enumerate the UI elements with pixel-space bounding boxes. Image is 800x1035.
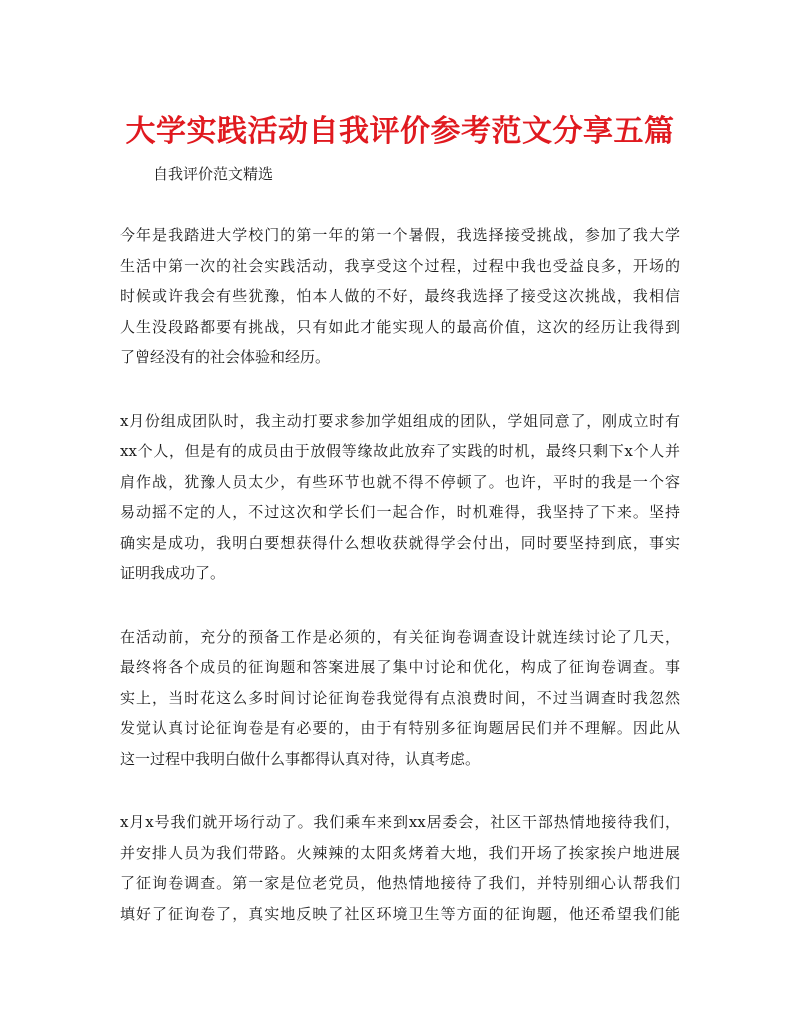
text-line: 实上，当时花这么多时间讨论征询卷我觉得有点浪费时间，不过当调查时我忽然 <box>120 688 680 707</box>
paragraph-1 <box>120 220 680 373</box>
text-line: x月x号我们就开场行动了。我们乘车来到xx居委会，社区干部热情地接待我们， <box>120 813 680 831</box>
paragraph-3 <box>120 622 680 775</box>
text-line: 确实是成功，我明白要想获得什么想收获就得学会付出，同时要坚持到底，事实 <box>120 533 680 552</box>
text-line: 今年是我踏进大学校门的第一年的第一个暑假，我选择接受挑战，参加了我大学 <box>120 226 680 244</box>
text-line: 了征询卷调查。第一家是位老党员，他热情地接待了我们，并特别细心认帮我们 <box>120 874 680 892</box>
text-line: x月份组成团队时，我主动打要求参加学姐组成的团队，学姐同意了，刚成立时有 <box>120 411 680 430</box>
text-line: 最终将各个成员的征询题和答案进展了集中讨论和优化，构成了征询卷调查。事 <box>120 658 680 676</box>
text-line: 人生没段路都要有挑战，只有如此才能实现人的最高价值，这次的经历让我得到 <box>120 317 680 336</box>
text-line: 在活动前，充分的预备工作是必须的，有关征询卷调查设计就连续讨论了几天， <box>120 627 680 646</box>
text-line: 时候或许我会有些犹豫，怕本人做的不好，最终我选择了接受这次挑战，我相信 <box>120 287 680 305</box>
text-line: 肩作战，犹豫人员太少，有些环节也就不得不停顿了。也许，平时的我是一个容 <box>120 472 680 491</box>
text-line: 并安排人员为我们带路。火辣辣的太阳炙烤着大地，我们开场了挨家挨户地进展 <box>120 843 680 862</box>
document-subtitle: 自我评价范文精选 <box>153 165 274 183</box>
text-line: 生活中第一次的社会实践活动，我享受这个过程，过程中我也受益良多，开场的 <box>120 256 680 275</box>
document-body <box>120 220 680 962</box>
paragraph-4 <box>120 807 680 929</box>
text-line: 证明我成功了。 <box>120 564 226 582</box>
text-line: 填好了征询卷了，真实地反映了社区环境卫生等方面的征询题，他还希望我们能 <box>120 904 680 923</box>
text-line: 了曾经没有的社会体验和经历。 <box>120 348 331 366</box>
text-line: xx个人，但是有的成员由于放假等缘故此放弃了实践的时机，最终只剩下x个人并 <box>120 442 680 460</box>
text-line: 易动摇不定的人，不过这次和学长们一起合作，时机难得，我坚持了下来。坚持 <box>120 503 680 521</box>
document-title: 大学实践活动自我评价参考范文分享五篇 <box>125 114 675 149</box>
paragraph-2 <box>120 406 680 589</box>
text-line: 发觉认真讨论征询卷是有必要的，由于有特别多征询题居民们并不理解。因此从 <box>120 719 680 737</box>
text-line: 这一过程中我明白做什么事都得认真对待，认真考虑。 <box>120 749 481 768</box>
